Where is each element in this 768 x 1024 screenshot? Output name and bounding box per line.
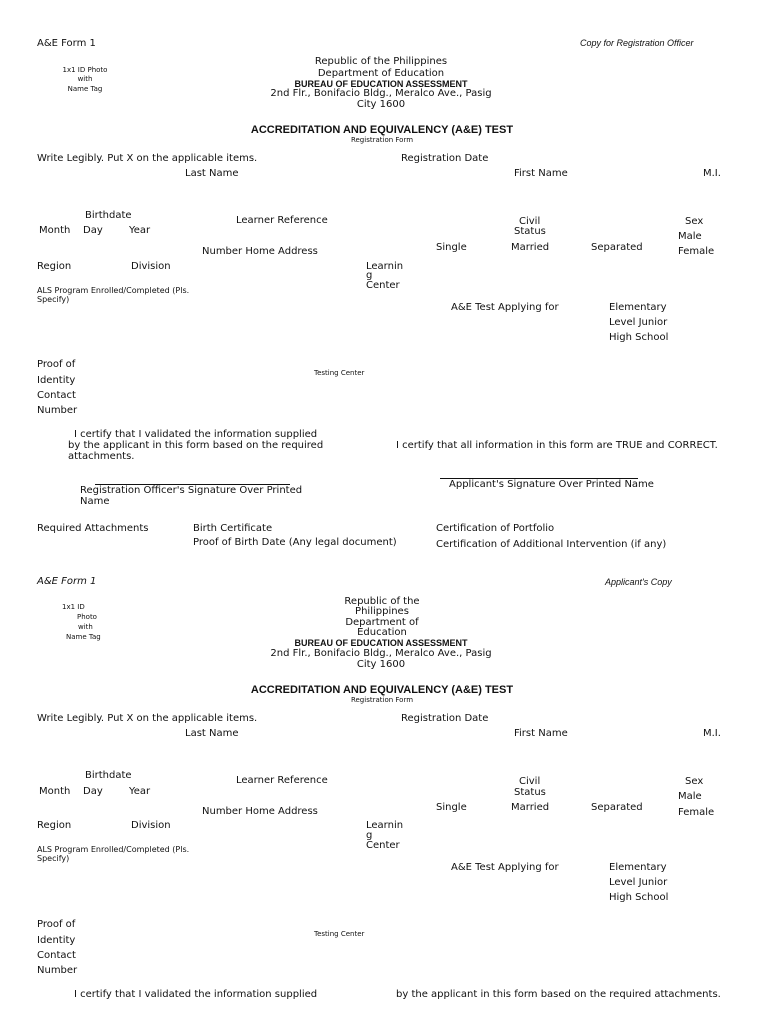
officer-certification: attachments.	[68, 451, 135, 462]
form-subtitle: Registration Form	[350, 136, 414, 144]
applicant-certification: by the applicant in this form based on the required attachments.	[396, 989, 721, 1000]
sex-label: Sex	[685, 216, 704, 227]
region-label: Region	[37, 820, 72, 831]
proof-of-identity-label: Identity	[37, 935, 76, 946]
first-name-label: First Name	[514, 728, 568, 739]
region-label: Region	[37, 261, 72, 272]
officer-signature-label: Registration Officer's Signature Over Printed	[80, 485, 303, 496]
testing-center-label: Testing Center	[314, 369, 365, 377]
learning-center-label: g	[366, 830, 373, 841]
division-label: Division	[131, 261, 171, 272]
copy-label: Applicant's Copy	[605, 577, 672, 587]
year-label: Year	[129, 786, 151, 797]
female-option: Female	[678, 246, 715, 257]
bureau-name: BUREAU OF EDUCATION ASSESSMENT	[294, 79, 468, 89]
testing-center-label: Testing Center	[314, 930, 365, 938]
learning-center-label: Learnin	[366, 820, 404, 831]
registration-date-label: Registration Date	[401, 713, 489, 724]
single-option: Single	[436, 802, 467, 813]
male-option: Male	[678, 791, 702, 802]
level-option: Level Junior	[609, 877, 668, 888]
als-program-label: ALS Program Enrolled/Completed (Pls.	[37, 286, 190, 295]
proof-of-identity-label: Proof of	[37, 919, 76, 930]
home-address-label: Number Home Address	[202, 806, 318, 817]
copy-label: Copy for Registration Officer	[580, 38, 694, 48]
single-option: Single	[436, 242, 467, 253]
attachment-item: Certification of Additional Intervention (if any)	[436, 539, 667, 550]
required-attachments-label: Required Attachments	[37, 523, 149, 534]
division-label: Division	[131, 820, 171, 831]
separated-option: Separated	[591, 242, 643, 253]
year-label: Year	[129, 225, 151, 236]
instructions: Write Legibly. Put X on the applicable items.	[37, 153, 258, 164]
home-address-label: Number Home Address	[202, 246, 318, 257]
ae-test-applying-label: A&E Test Applying for	[451, 302, 559, 313]
header-line: Republic of the	[344, 596, 420, 607]
photo-label: 1x1 ID	[62, 603, 85, 611]
learner-reference-label: Learner Reference	[236, 775, 328, 786]
learner-reference-label: Learner Reference	[236, 215, 328, 226]
sex-label: Sex	[685, 776, 704, 787]
officer-signature-label: Name	[80, 496, 110, 507]
applicant-certification: I certify that all information in this form are TRUE and CORRECT.	[396, 440, 718, 451]
ae-test-applying-label: A&E Test Applying for	[451, 862, 559, 873]
male-option: Male	[678, 231, 702, 242]
contact-number-label: Contact	[37, 950, 76, 961]
header-address: 2nd Flr., Bonifacio Bldg., Meralco Ave., Pasig	[270, 88, 492, 99]
level-option: High School	[609, 332, 669, 343]
separated-option: Separated	[591, 802, 643, 813]
officer-certification: I certify that I validated the information supplied	[74, 429, 318, 440]
header-address: City 1600	[356, 99, 406, 110]
contact-number-label: Number	[37, 405, 78, 416]
proof-of-identity-label: Identity	[37, 375, 76, 386]
header-line: Department of	[345, 617, 419, 628]
contact-number-label: Number	[37, 965, 78, 976]
civil-status-label: Civil	[519, 216, 541, 227]
photo-label: Name Tag	[66, 633, 101, 641]
form-title: ACCREDITATION AND EQUIVALENCY (A&E) TEST	[250, 124, 514, 136]
civil-status-label: Status	[514, 226, 546, 237]
als-program-label: ALS Program Enrolled/Completed (Pls.	[37, 845, 190, 854]
registration-date-label: Registration Date	[401, 153, 489, 164]
level-option: Elementary	[609, 302, 667, 313]
header-line: Department of Education	[317, 68, 445, 79]
level-option: High School	[609, 892, 669, 903]
officer-certification: I certify that I validated the information supplied	[74, 989, 318, 1000]
header-line: Education	[357, 627, 407, 638]
married-option: Married	[511, 802, 550, 813]
civil-status-label: Civil	[519, 776, 541, 787]
birthdate-label: Birthdate	[85, 210, 132, 221]
officer-certification: by the applicant in this form based on the required	[68, 440, 324, 451]
civil-status-label: Status	[514, 787, 546, 798]
photo-label: with	[78, 623, 93, 631]
first-name-label: First Name	[514, 168, 568, 179]
header-address: City 1600	[356, 659, 406, 670]
header-line: Republic of the Philippines	[314, 56, 448, 67]
middle-initial-label: M.I.	[703, 168, 721, 179]
learning-center-label: g	[366, 270, 373, 281]
als-program-label: Specify)	[37, 295, 70, 304]
married-option: Married	[511, 242, 550, 253]
contact-number-label: Contact	[37, 390, 76, 401]
level-option: Level Junior	[609, 317, 668, 328]
photo-label: Name Tag	[67, 85, 103, 93]
last-name-label: Last Name	[185, 168, 239, 179]
proof-of-identity-label: Proof of	[37, 359, 76, 370]
month-label: Month	[39, 786, 71, 797]
birthdate-label: Birthdate	[85, 770, 132, 781]
form-title: ACCREDITATION AND EQUIVALENCY (A&E) TEST	[250, 684, 514, 696]
last-name-label: Last Name	[185, 728, 239, 739]
attachment-item: Birth Certificate	[193, 523, 273, 534]
applicant-signature-label: Applicant's Signature Over Printed Name	[449, 479, 654, 490]
header-address: 2nd Flr., Bonifacio Bldg., Meralco Ave., Pasig	[270, 648, 492, 659]
form-subtitle: Registration Form	[350, 696, 414, 704]
header-line: Philippines	[355, 606, 409, 617]
photo-label: 1x1 ID Photo	[62, 66, 108, 74]
photo-label: Photo	[77, 613, 97, 621]
form-number: A&E Form 1	[37, 38, 96, 49]
instructions: Write Legibly. Put X on the applicable items.	[37, 713, 258, 724]
day-label: Day	[83, 225, 103, 236]
learning-center-label: Learnin	[366, 261, 404, 272]
middle-initial-label: M.I.	[703, 728, 721, 739]
photo-label: with	[77, 75, 93, 83]
learning-center-label: Center	[366, 280, 400, 291]
day-label: Day	[83, 786, 103, 797]
female-option: Female	[678, 807, 715, 818]
attachment-item: Proof of Birth Date (Any legal document)	[193, 537, 397, 548]
level-option: Elementary	[609, 862, 667, 873]
month-label: Month	[39, 225, 71, 236]
als-program-label: Specify)	[37, 854, 70, 863]
learning-center-label: Center	[366, 840, 400, 851]
form-number: A&E Form 1	[37, 576, 97, 587]
attachment-item: Certification of Portfolio	[436, 523, 555, 534]
bureau-name: BUREAU OF EDUCATION ASSESSMENT	[294, 638, 468, 648]
